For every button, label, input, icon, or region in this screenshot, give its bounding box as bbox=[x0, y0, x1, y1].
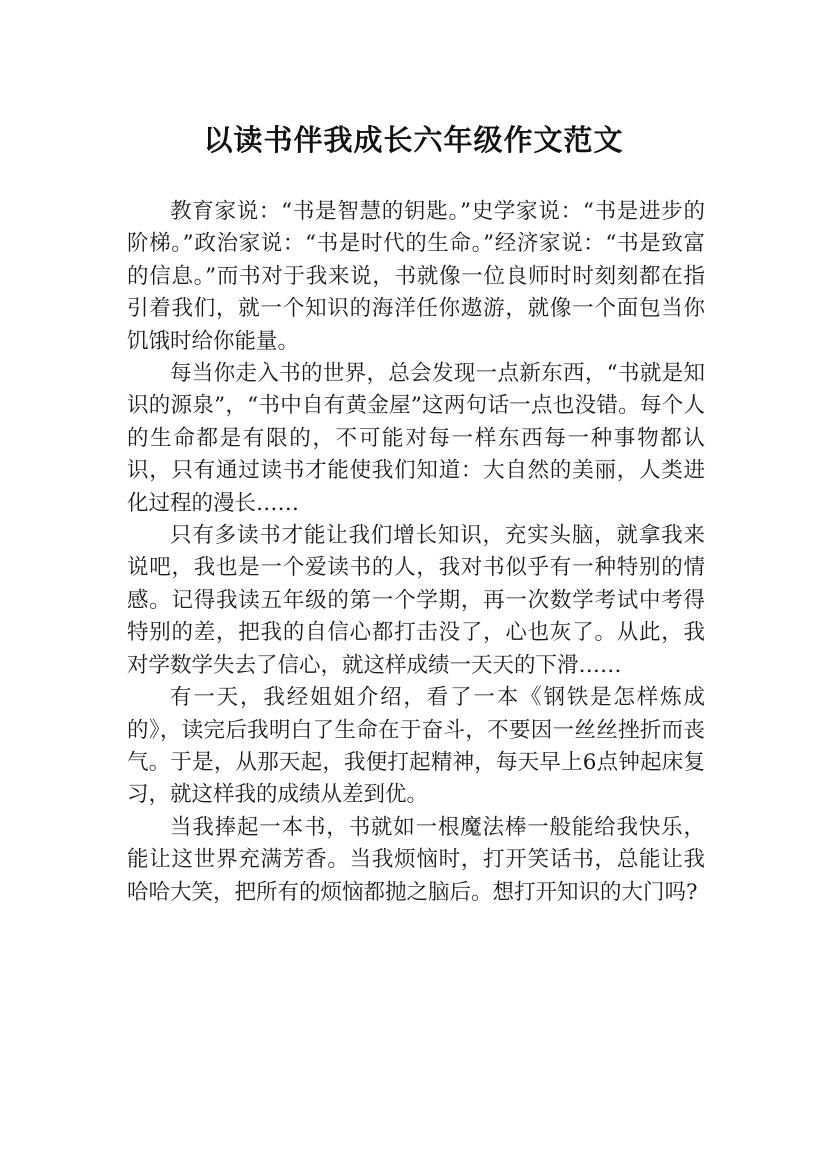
paragraph: 每当你走入书的世界，总会发现一点新东西，“书就是知识的源泉”，“书中自有黄金屋”这两句话一点也没错。每个人的生命都是有限的，不可能对每一样东西每一种事物都认识，只有通过读书才能使我们知道：大自然的美丽，人类进化过程的漫长…… bbox=[127, 361, 705, 516]
paragraph: 当我捧起一本书，书就如一根魔法棒一般能给我快乐，能让这世界充满芳香。当我烦恼时，打开笑话书，总能让我哈哈大笑，把所有的烦恼都抛之脑后。想打开知识的大门吗? bbox=[127, 814, 705, 905]
document-body bbox=[127, 196, 705, 909]
document-title: 以读书伴我成长六年级作文范文 bbox=[203, 123, 624, 158]
paragraph: 有一天，我经姐姐介绍，看了一本《钢铁是怎样炼成的》，读完后我明白了生命在于奋斗，不要因一丝丝挫折而丧气。于是，从那天起，我便打起精神，每天早上6点钟起床复习，就这样我的成绩从差到优。 bbox=[127, 685, 705, 808]
paragraph: 只有多读书才能让我们增长知识，充实头脑，就拿我来说吧，我也是一个爱读书的人，我对书似乎有一种特别的情感。记得我读五年级的第一个学期，再一次数学考试中考得特别的差，把我的自信心都打击没了，心也灰了。从此，我对学数学失去了信心，就这样成绩一天天的下滑…… bbox=[127, 523, 705, 678]
paragraph: 教育家说：“书是智慧的钥匙。”史学家说：“书是进步的阶梯。”政治家说：“书是时代的生命。”经济家说：“书是致富的信息。”而书对于我来说，书就像一位良师时时刻刻都在指引着我们，就一个知识的海洋任你遨游，就像一个面包当你饥饿时给你能量。 bbox=[127, 199, 705, 354]
